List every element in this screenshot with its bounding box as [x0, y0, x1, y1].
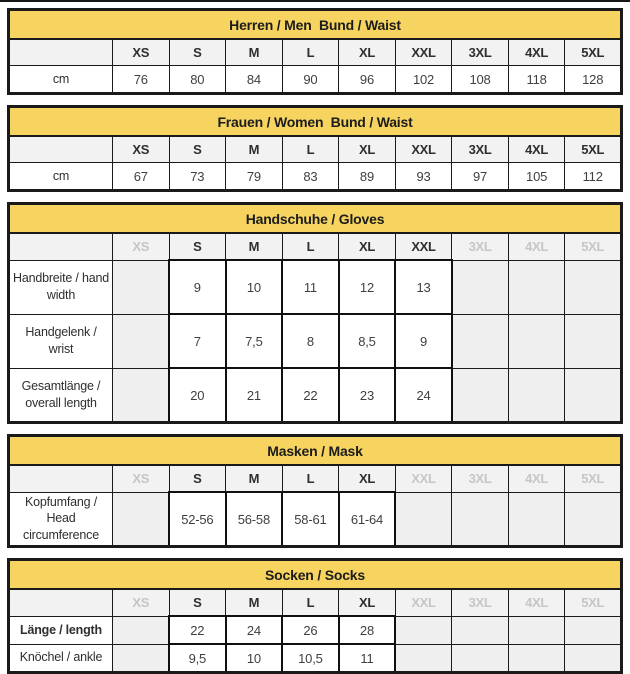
table-cell: [452, 260, 509, 314]
size-col-3xl: 3XL: [452, 136, 509, 163]
size-col-xs: XS: [113, 589, 170, 616]
size-col-m: M: [226, 233, 283, 260]
table-body: [9, 163, 622, 191]
table-cell: 118: [508, 66, 565, 94]
table-cell: 26: [282, 616, 339, 644]
row-label: Handgelenk / wrist: [9, 314, 113, 368]
size-col-4xl: 4XL: [508, 589, 565, 616]
table-cell: 22: [169, 616, 226, 644]
table-cell: [508, 616, 565, 644]
table-cell: 73: [169, 163, 226, 191]
table-cell: [395, 616, 452, 644]
table-cell: 7,5: [226, 314, 283, 368]
table-title: Herren / Men Bund / Waist: [9, 10, 622, 40]
table-cell: 67: [113, 163, 170, 191]
table-body: [9, 260, 622, 423]
sizes-row: [9, 589, 622, 616]
size-col-xl: XL: [339, 233, 396, 260]
row-label: Kopfumfang / Head circumference: [9, 492, 113, 547]
size-col-xs: XS: [113, 233, 170, 260]
row-label: cm: [9, 163, 113, 191]
table-cell: 10: [226, 260, 283, 314]
table-cell: 22: [282, 368, 339, 423]
table-cell: 23: [339, 368, 396, 423]
table-cell: [565, 616, 622, 644]
size-col-5xl: 5XL: [565, 233, 622, 260]
table-cell: 90: [282, 66, 339, 94]
size-table-men-waist: [7, 8, 623, 95]
size-tables: [0, 2, 630, 674]
size-col-3xl: 3XL: [452, 233, 509, 260]
sizes-row: [9, 39, 622, 66]
size-col-xxl: XXL: [395, 136, 452, 163]
table-row: [9, 492, 622, 547]
table-cell: [565, 314, 622, 368]
size-col-4xl: 4XL: [508, 233, 565, 260]
table-cell: [395, 492, 452, 547]
table-cell: 93: [395, 163, 452, 191]
size-table-gloves: [7, 202, 623, 424]
table-cell: [565, 368, 622, 423]
table-cell: [113, 368, 170, 423]
row-label: Gesamtlänge / overall length: [9, 368, 113, 423]
table-cell: [508, 644, 565, 673]
table-cell: 8,5: [339, 314, 396, 368]
table-cell: 9: [169, 260, 226, 314]
table-cell: [565, 644, 622, 673]
table-cell: 112: [565, 163, 622, 191]
table-cell: [565, 260, 622, 314]
table-cell: [508, 368, 565, 423]
table-cell: 9: [395, 314, 452, 368]
table-cell: [113, 260, 170, 314]
size-col-3xl: 3XL: [452, 589, 509, 616]
sizes-row: [9, 136, 622, 163]
size-col-l: L: [282, 39, 339, 66]
size-col-5xl: 5XL: [565, 589, 622, 616]
table-cell: [508, 314, 565, 368]
table-row: [9, 163, 622, 191]
size-col-m: M: [226, 39, 283, 66]
table-cell: 80: [169, 66, 226, 94]
size-col-s: S: [169, 136, 226, 163]
table-cell: [113, 616, 170, 644]
row-label: Handbreite / hand width: [9, 260, 113, 314]
table-title-row: [9, 204, 622, 234]
table-cell: 13: [395, 260, 452, 314]
size-col-s: S: [169, 465, 226, 492]
table-title: Handschuhe / Gloves: [9, 204, 622, 234]
size-table-mask: [7, 434, 623, 548]
size-col-xxl: XXL: [395, 589, 452, 616]
size-table-socks: [7, 558, 623, 674]
size-col-xs: XS: [113, 136, 170, 163]
size-col-5xl: 5XL: [565, 136, 622, 163]
size-col-xl: XL: [339, 136, 396, 163]
size-col-s: S: [169, 233, 226, 260]
table-body: [9, 616, 622, 673]
size-col-xs: XS: [113, 465, 170, 492]
table-cell: 128: [565, 66, 622, 94]
corner-cell: [9, 465, 113, 492]
table-cell: 24: [226, 616, 283, 644]
table-cell: [452, 616, 509, 644]
table-row: [9, 66, 622, 94]
table-cell: [395, 644, 452, 673]
size-col-xl: XL: [339, 39, 396, 66]
sizes-row: [9, 465, 622, 492]
table-cell: [452, 492, 509, 547]
table-row: [9, 260, 622, 314]
size-col-3xl: 3XL: [452, 39, 509, 66]
table-cell: 28: [339, 616, 396, 644]
table-cell: 61-64: [339, 492, 396, 547]
table-row: [9, 368, 622, 423]
table-cell: 56-58: [226, 492, 283, 547]
table-cell: 10,5: [282, 644, 339, 673]
table-cell: 24: [395, 368, 452, 423]
table-cell: [452, 314, 509, 368]
size-col-m: M: [226, 136, 283, 163]
table-cell: 96: [339, 66, 396, 94]
table-cell: 83: [282, 163, 339, 191]
size-col-l: L: [282, 465, 339, 492]
corner-cell: [9, 233, 113, 260]
size-col-m: M: [226, 465, 283, 492]
table-title-row: [9, 10, 622, 40]
table-title: Masken / Mask: [9, 436, 622, 466]
size-col-5xl: 5XL: [565, 39, 622, 66]
table-title-row: [9, 107, 622, 137]
table-cell: [508, 260, 565, 314]
table-cell: [565, 492, 622, 547]
table-cell: 102: [395, 66, 452, 94]
table-cell: 105: [508, 163, 565, 191]
table-cell: 108: [452, 66, 509, 94]
size-col-l: L: [282, 589, 339, 616]
table-cell: 12: [339, 260, 396, 314]
table-row: [9, 616, 622, 644]
table-body: [9, 492, 622, 547]
size-col-4xl: 4XL: [508, 465, 565, 492]
size-col-m: M: [226, 589, 283, 616]
row-label: Knöchel / ankle: [9, 644, 113, 673]
corner-cell: [9, 136, 113, 163]
table-cell: 20: [169, 368, 226, 423]
size-col-5xl: 5XL: [565, 465, 622, 492]
table-cell: [452, 644, 509, 673]
size-col-4xl: 4XL: [508, 136, 565, 163]
table-cell: [508, 492, 565, 547]
table-cell: 89: [339, 163, 396, 191]
table-title: Socken / Socks: [9, 560, 622, 590]
table-cell: [113, 314, 170, 368]
size-col-l: L: [282, 233, 339, 260]
table-cell: 8: [282, 314, 339, 368]
size-col-xxl: XXL: [395, 39, 452, 66]
size-col-xl: XL: [339, 465, 396, 492]
size-col-xxl: XXL: [395, 233, 452, 260]
table-cell: 58-61: [282, 492, 339, 547]
table-row: [9, 314, 622, 368]
size-col-4xl: 4XL: [508, 39, 565, 66]
size-col-xl: XL: [339, 589, 396, 616]
table-cell: 10: [226, 644, 283, 673]
table-title: Frauen / Women Bund / Waist: [9, 107, 622, 137]
corner-cell: [9, 39, 113, 66]
table-cell: 97: [452, 163, 509, 191]
table-cell: 7: [169, 314, 226, 368]
table-cell: [113, 492, 170, 547]
size-col-l: L: [282, 136, 339, 163]
size-col-xs: XS: [113, 39, 170, 66]
table-cell: 11: [282, 260, 339, 314]
table-title-row: [9, 436, 622, 466]
table-cell: 9,5: [169, 644, 226, 673]
corner-cell: [9, 589, 113, 616]
table-cell: 79: [226, 163, 283, 191]
sizes-row: [9, 233, 622, 260]
table-cell: 52-56: [169, 492, 226, 547]
table-cell: 76: [113, 66, 170, 94]
row-label: cm: [9, 66, 113, 94]
size-col-s: S: [169, 39, 226, 66]
table-cell: 84: [226, 66, 283, 94]
table-row: [9, 644, 622, 673]
table-cell: 11: [339, 644, 396, 673]
table-cell: 21: [226, 368, 283, 423]
size-table-women-waist: [7, 105, 623, 192]
size-col-s: S: [169, 589, 226, 616]
size-col-3xl: 3XL: [452, 465, 509, 492]
table-cell: [113, 644, 170, 673]
table-cell: [452, 368, 509, 423]
row-label: Länge / length: [9, 616, 113, 644]
table-body: [9, 66, 622, 94]
size-col-xxl: XXL: [395, 465, 452, 492]
table-title-row: [9, 560, 622, 590]
